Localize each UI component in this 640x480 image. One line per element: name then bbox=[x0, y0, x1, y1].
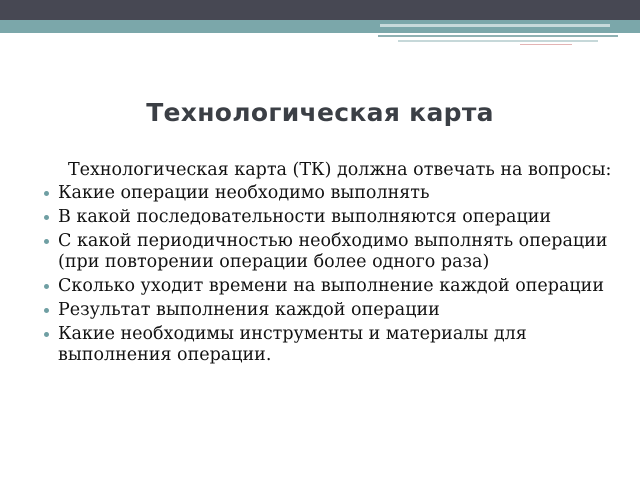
bullet-text: С какой периодичностью необходимо выполнять операции (при повторении операции более одного раза) bbox=[58, 231, 608, 272]
intro-text: Технологическая карта (ТК) должна отвечать на вопросы: bbox=[68, 160, 612, 180]
bullet-dot-icon bbox=[44, 191, 49, 196]
accent-line bbox=[378, 35, 618, 37]
bullet-text: Результат выполнения каждой операции bbox=[58, 300, 440, 320]
bullet-item bbox=[44, 300, 614, 321]
accent-line bbox=[398, 40, 598, 42]
bullet-text: Какие необходимы инструменты и материалы для выполнения операции. bbox=[58, 324, 527, 365]
header-light-strip bbox=[380, 24, 610, 27]
bullet-item bbox=[44, 324, 614, 366]
bullet-item bbox=[44, 276, 614, 297]
header-accent-lines bbox=[0, 33, 640, 47]
bullet-item bbox=[44, 183, 614, 204]
bullet-dot-icon bbox=[44, 308, 49, 313]
slide-body bbox=[44, 160, 614, 369]
bullet-text: Сколько уходит времени на выполнение каждой операции bbox=[58, 276, 605, 296]
bullet-dot-icon bbox=[44, 239, 49, 244]
bullet-text: В какой последовательности выполняются операции bbox=[58, 207, 552, 227]
bullet-item bbox=[44, 231, 614, 273]
header-teal-band bbox=[0, 20, 640, 33]
bullet-dot-icon bbox=[44, 215, 49, 220]
accent-line bbox=[520, 44, 572, 45]
slide-title: Технологическая карта bbox=[146, 98, 494, 127]
bullet-list bbox=[44, 183, 614, 366]
bullet-dot-icon bbox=[44, 332, 49, 337]
bullet-dot-icon bbox=[44, 284, 49, 289]
header-dark-band bbox=[0, 0, 640, 20]
bullet-item bbox=[44, 207, 614, 228]
bullet-text: Какие операции необходимо выполнять bbox=[58, 183, 430, 203]
